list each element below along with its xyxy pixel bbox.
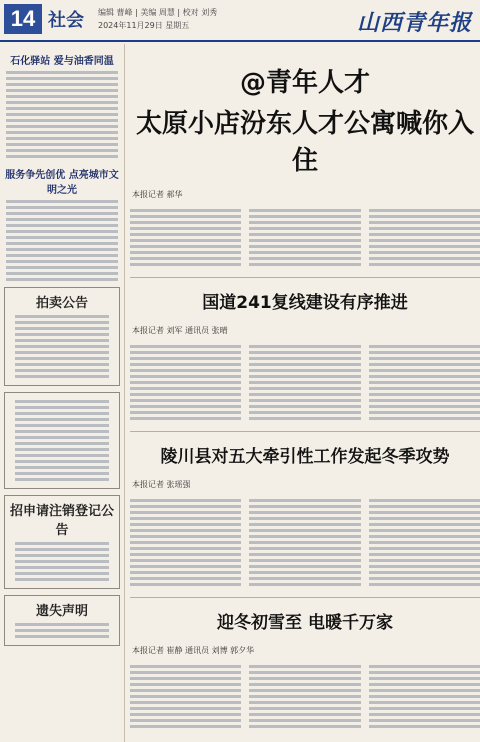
article3-title: 陵川县对五大牵引性工作发起冬季攻势 <box>160 447 450 467</box>
sidebar-item1-title: 石化驿站 爱与油香同温 <box>10 56 114 67</box>
article4-columns <box>130 662 480 731</box>
article-lingchuan <box>130 442 480 589</box>
loss-notice <box>4 595 120 646</box>
article4-byline: 本报记者 崔静 通讯员 刘博 郭夕华 <box>132 646 255 655</box>
header-meta-line1: 编辑 曹峰 | 美编 周慧 | 校对 刘秀 <box>98 8 218 17</box>
left-sidebar <box>0 44 125 742</box>
sidebar-item2-title: 服务争先创优 点亮城市文明之光 <box>5 170 119 196</box>
header-meta-line2: 2024年11月29日 星期五 <box>98 21 190 30</box>
article-national-road <box>130 288 480 423</box>
article3-columns <box>130 496 480 589</box>
page-number: 14 <box>4 4 42 34</box>
notice-box-2 <box>4 392 120 489</box>
sidebar-item1-body <box>6 71 118 158</box>
newspaper-logo: 山西青年报 <box>356 10 472 36</box>
auction-notice <box>4 287 120 386</box>
section-name: 社会 <box>48 10 84 31</box>
page-header <box>0 0 480 42</box>
loss-notice-title: 遗失声明 <box>35 604 88 619</box>
sidebar-item2-body <box>6 200 118 281</box>
article4-title: 迎冬初雪至 电暖千万家 <box>217 613 393 633</box>
article-talent-apartment <box>130 62 480 269</box>
article1-columns <box>130 206 480 269</box>
main-articles <box>130 44 480 742</box>
article2-byline: 本报记者 刘军 通讯员 张晴 <box>132 326 228 335</box>
article3-byline: 本报记者 张瑶强 <box>132 480 191 489</box>
auction-notice-title: 拍卖公告 <box>35 296 88 311</box>
article1-title-line2: 太原小店汾东人才公寓喊你入住 <box>135 109 474 176</box>
cancellation-notice <box>4 495 120 589</box>
cancellation-notice-title: 招申请注销登记公告 <box>9 504 114 538</box>
article1-byline: 本报记者 郝华 <box>132 190 183 199</box>
article1-title-line1: @青年人才 <box>239 68 370 98</box>
article2-columns <box>130 342 480 423</box>
article-first-snow <box>130 608 480 731</box>
article2-title: 国道241复线建设有序推进 <box>202 293 408 313</box>
